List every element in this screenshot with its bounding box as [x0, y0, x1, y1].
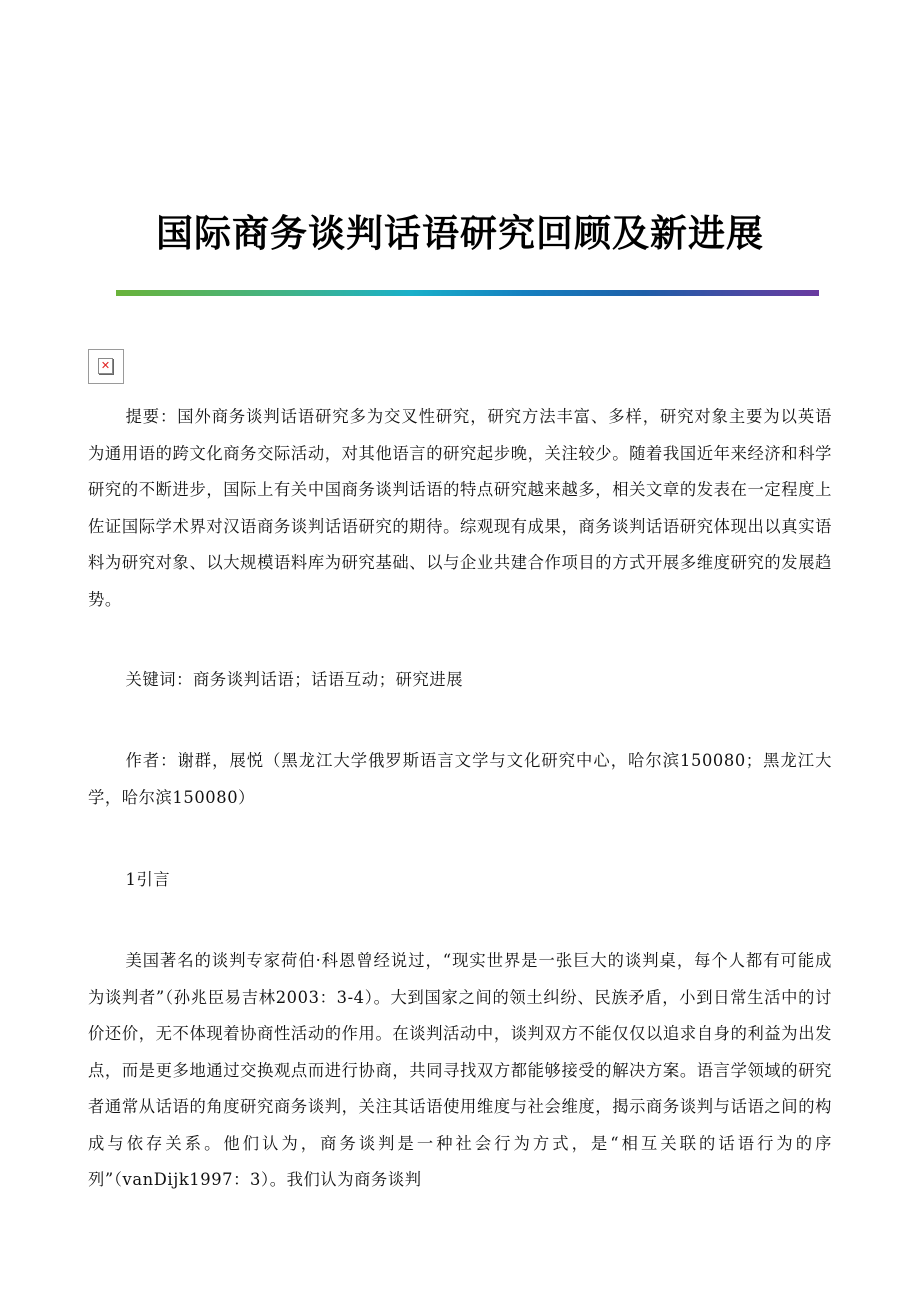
abstract-paragraph: 提要：国外商务谈判话语研究多为交叉性研究，研究方法丰富、多样，研究对象主要为以英语为通用语的跨文化商务交际活动，对其他语言的研究起步晚，关注较少。随着我国近年来经济和科学研究的不断进步，国际上有关中国商务谈判话语的特点研究越来越多，相关文章的发表在一定程度上佐证国际学术界对汉语商务谈判话语研究的期待。综观现有成果，商务谈判话语研究体现出以真实语料为研究对象、以大规模语料库为研究基础、以与企业共建合作项目的方式开展多维度研究的发展趋势。 [88, 407, 832, 609]
document-title: 国际商务谈判话语研究回顾及新进展 [156, 211, 764, 255]
broken-image-icon: ✕ [98, 358, 113, 374]
authors-line: 作者：谢群，展悦（黑龙江大学俄罗斯语言文学与文化研究中心，哈尔滨150080；黑龙江大学，哈尔滨150080） [88, 751, 832, 807]
keywords-line: 关键词：商务谈判话语；话语互动；研究进展 [125, 670, 464, 689]
gradient-divider [116, 290, 819, 296]
section-heading: 1引言 [125, 870, 171, 889]
image-placeholder [88, 349, 124, 384]
intro-paragraph: 美国著名的谈判专家荷伯·科恩曾经说过，“现实世界是一张巨大的谈判桌，每个人都有可能成为谈判者”（孙兆臣易吉林2003：3-4）。大到国家之间的领土纠纷、民族矛盾，小到日常生活中的讨价还价，无不体现着协商性活动的作用。在谈判活动中，谈判双方不能仅仅以追求自身的利益为出发点，而是更多地通过交换观点而进行协商，共同寻找双方都能够接受的解决方案。语言学领域的研究者通常从话语的角度研究商务谈判，关注其话语使用维度与社会维度，揭示商务谈判与话语之间的构成与依存关系。他们认为，商务谈判是一种社会行为方式，是“相互关联的话语行为的序列”（vanDijk1997：3）。我们认为商务谈判 [88, 951, 832, 1189]
